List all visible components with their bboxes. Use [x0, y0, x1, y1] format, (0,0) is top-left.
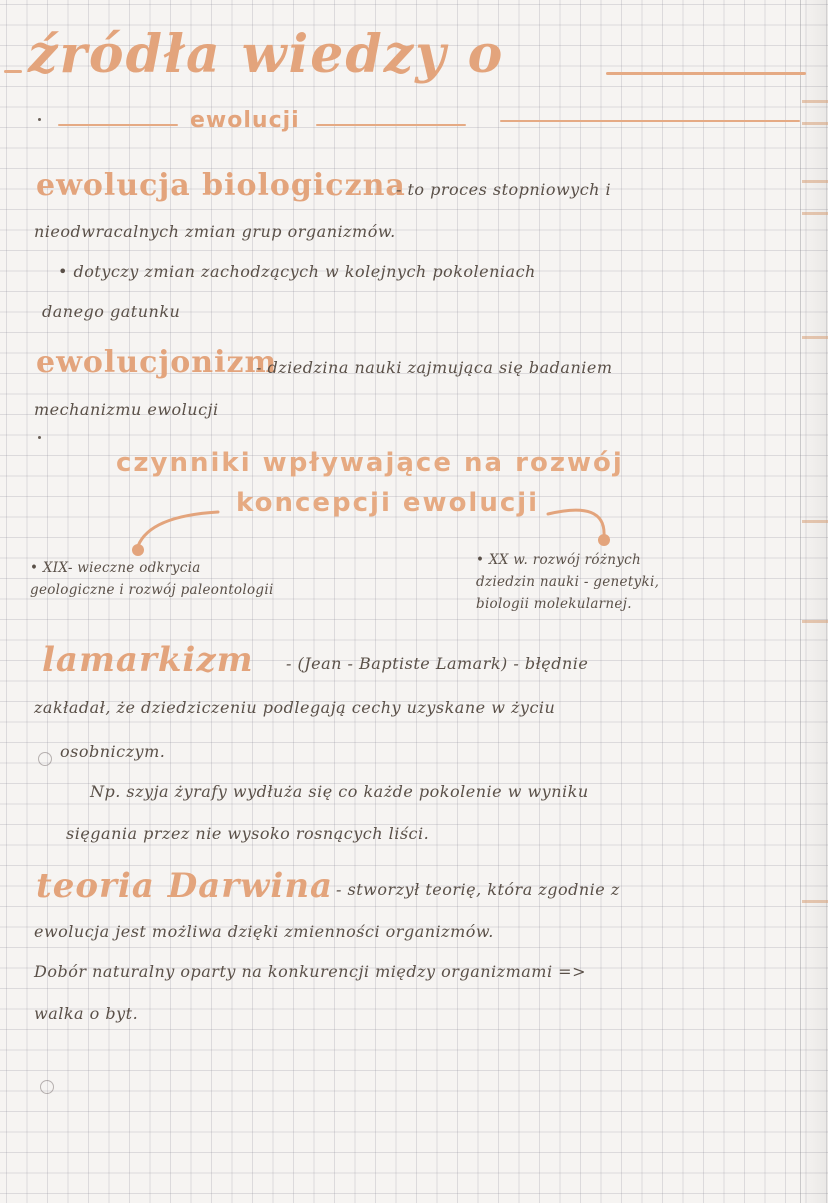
lamarkizm-definition-line: osobniczym. [60, 742, 166, 761]
ewolucja-definition-line: - to proces stopniowych i [396, 180, 612, 199]
heading-ewolucjonizm: ewolucjonizm [36, 345, 278, 380]
heading-czynniki-cont: koncepcji ewolucji [236, 488, 540, 518]
heading-czynniki: czynniki wpływające na rozwój [116, 448, 624, 478]
margin-dot [38, 118, 41, 121]
czynniki-right-item-cont: biologii molekularnej. [476, 596, 632, 612]
margin-circle-mark [40, 1080, 54, 1094]
margin-dot [38, 436, 41, 439]
lamarkizm-example-cont: sięgania przez nie wysoko rosnących liści. [66, 824, 430, 843]
heading-ewolucja: ewolucja biologiczna [36, 168, 406, 203]
darwin-definition-line: ewolucja jest możliwa dzięki zmienności organizmów. [34, 922, 494, 941]
ewolucja-bullet-cont: danego gatunku [42, 302, 181, 321]
czynniki-left-item: • XIX- wieczne odkrycia [30, 560, 201, 576]
heading-darwin: teoria Darwina [36, 866, 334, 906]
ewolucja-bullet: • dotyczy zmian zachodzących w kolejnych pokoleniach [58, 262, 536, 281]
darwin-definition-line: walka o byt. [34, 1004, 139, 1023]
lamarkizm-definition-line: zakładał, że dziedziczeniu podlegają cechy uzyskane w życiu [34, 698, 556, 717]
page-title: źródła wiedzy o [28, 24, 505, 85]
ewolucja-definition-line: nieodwracalnych zmian grup organizmów. [34, 222, 396, 241]
czynniki-right-item-cont: dziedzin nauki - genetyki, [476, 574, 660, 590]
lamarkizm-example: Np. szyja żyrafy wydłuża się co każde pokolenie w wyniku [90, 782, 589, 801]
darwin-definition-line: Dobór naturalny oparty na konkurencji między organizmami => [34, 962, 586, 981]
page-subtitle: ewolucji [190, 108, 300, 133]
darwin-definition-line: - stworzył teorię, która zgodnie z [336, 880, 620, 899]
lamarkizm-definition-line: - (Jean - Baptiste Lamark) - błędnie [286, 654, 589, 673]
heading-lamarkizm: lamarkizm [42, 640, 254, 680]
ewolucjonizm-definition-line: - dziedzina nauki zajmująca się badaniem [256, 358, 613, 377]
ewolucjonizm-definition-line: mechanizmu ewolucji [34, 400, 219, 419]
czynniki-right-item: • XX w. rozwój różnych [476, 552, 642, 568]
margin-circle-mark [38, 752, 52, 766]
czynniki-left-item-cont: geologiczne i rozwój paleontologii [30, 582, 274, 598]
